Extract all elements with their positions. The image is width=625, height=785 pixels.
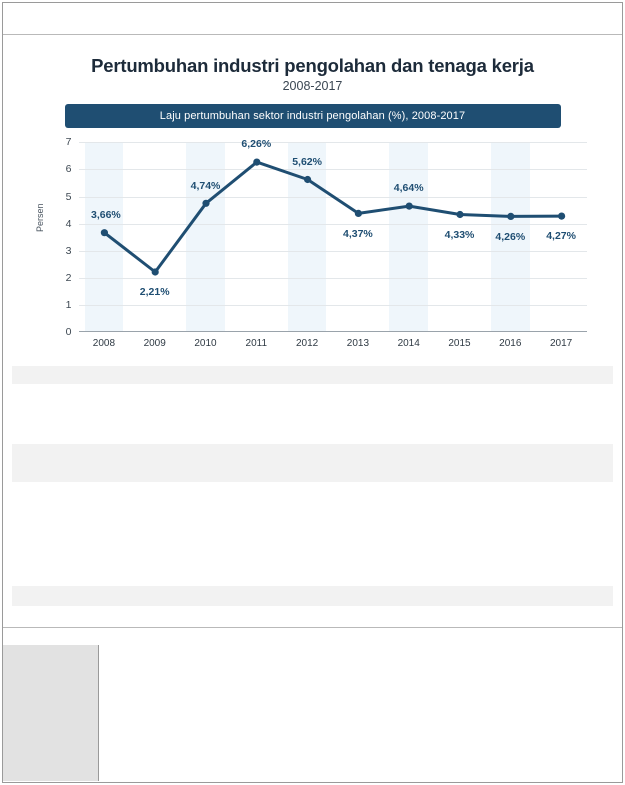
y-axis-tick: 1 (65, 299, 72, 312)
x-axis-tick: 2010 (194, 338, 217, 350)
data-point-label: 4,64% (393, 182, 424, 195)
data-point[interactable] (151, 269, 158, 276)
data-point-label: 4,26% (495, 230, 526, 243)
y-axis-tick: 0 (65, 326, 72, 339)
chart-legend (65, 104, 561, 128)
chart-title: Pertumbuhan industri pengolahan dan tenaga kerja (91, 55, 534, 76)
data-point[interactable] (507, 213, 514, 220)
plot-area (33, 136, 593, 351)
data-point[interactable] (456, 211, 463, 218)
chart-subtitle: 2008-2017 (282, 79, 343, 94)
x-axis-tick: 2014 (397, 338, 420, 350)
footer-left-cell (3, 645, 99, 781)
y-axis-tick: 5 (65, 190, 72, 203)
x-axis-tick: 2009 (143, 338, 166, 350)
x-axis-tick: 2013 (346, 338, 370, 350)
x-axis-tick: 2017 (549, 338, 573, 350)
content-placeholder-3 (12, 586, 613, 606)
y-axis-tick: 2 (65, 271, 72, 284)
data-point-label: 4,74% (190, 179, 221, 192)
data-point-label: 2,21% (139, 286, 170, 299)
chart-legend-label: Laju pertumbuhan sektor industri pengolahan (%), 2008-2017 (159, 110, 466, 123)
y-axis-label: Persen (34, 203, 45, 233)
data-point-label: 5,62% (292, 155, 322, 168)
x-axis-tick: 2012 (295, 338, 319, 350)
y-axis-tick: 6 (65, 163, 72, 176)
data-point[interactable] (100, 229, 107, 236)
content-placeholder-2 (12, 444, 613, 482)
y-axis-tick: 4 (65, 217, 72, 230)
data-point-label: 3,66% (91, 208, 121, 221)
data-point-label: 4,33% (444, 228, 475, 241)
data-point-label: 4,27% (546, 230, 576, 243)
data-point[interactable] (558, 213, 565, 220)
data-point[interactable] (354, 210, 361, 217)
data-point[interactable] (304, 176, 311, 183)
data-point-label: 6,26% (241, 138, 272, 151)
x-axis-tick: 2011 (245, 338, 268, 350)
x-axis-tick: 2008 (92, 338, 116, 350)
plot-canvas (65, 136, 587, 350)
y-axis-tick: 7 (65, 136, 72, 149)
x-axis-tick: 2016 (499, 338, 522, 350)
y-axis-tick: 3 (65, 244, 72, 257)
footer-divider (3, 627, 622, 628)
series-line (104, 162, 561, 272)
content-placeholder-1 (12, 366, 613, 384)
data-point[interactable] (202, 200, 209, 207)
chart-container (3, 35, 622, 360)
data-point[interactable] (405, 203, 412, 210)
data-point-label: 4,37% (343, 227, 373, 240)
x-axis-tick: 2015 (448, 338, 471, 350)
data-point[interactable] (253, 159, 260, 166)
